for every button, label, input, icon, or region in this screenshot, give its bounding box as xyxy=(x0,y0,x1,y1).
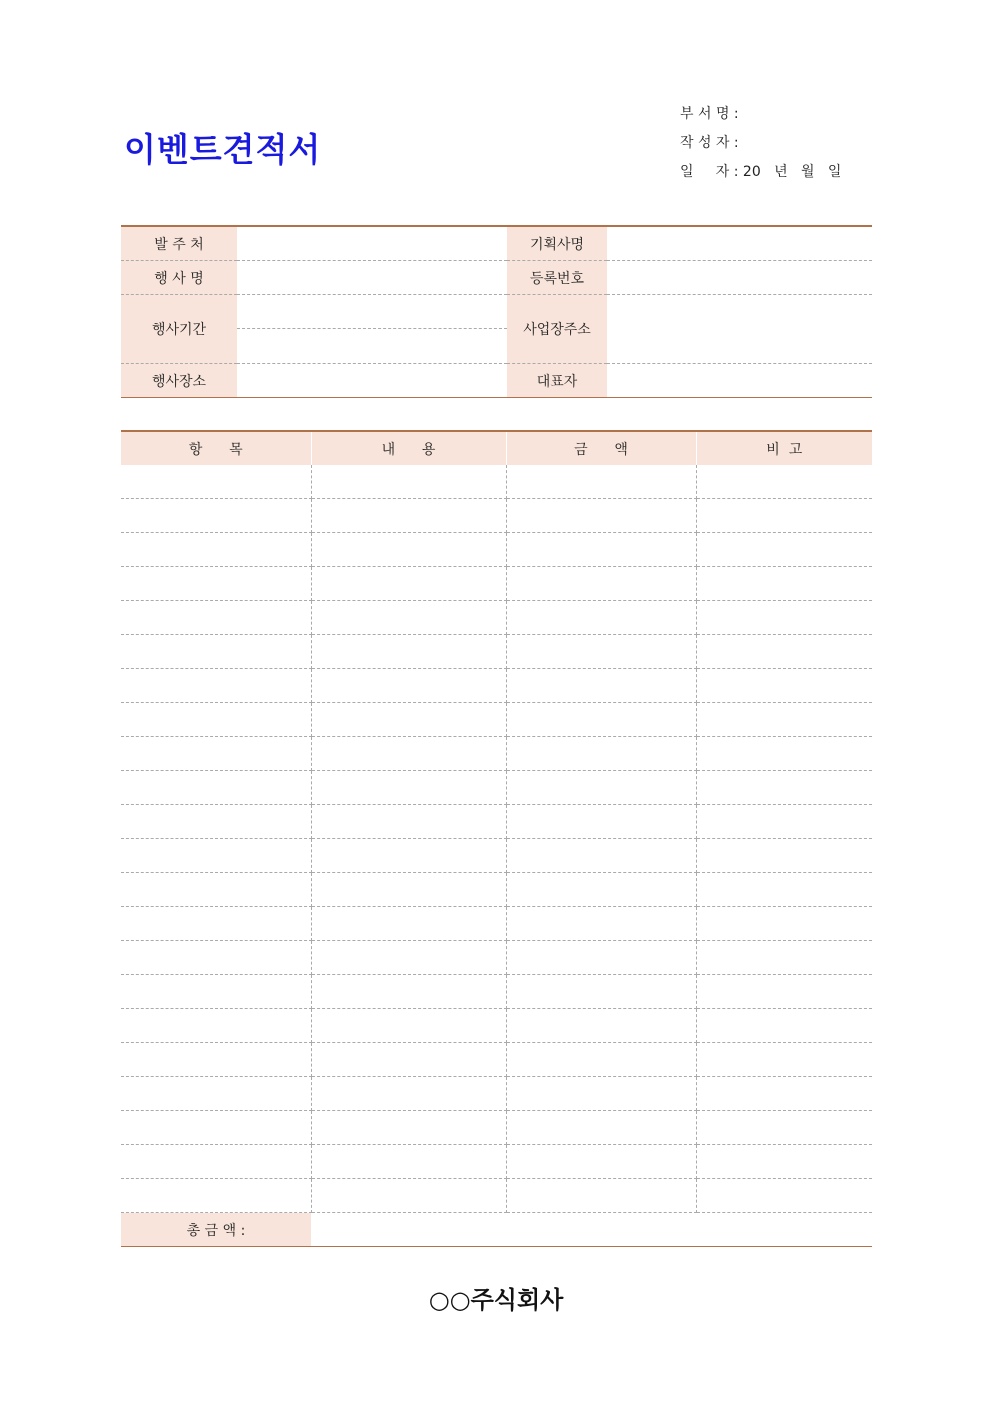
table-row xyxy=(121,771,872,805)
items-header-row xyxy=(121,431,872,465)
remark-cell[interactable] xyxy=(696,1111,872,1145)
total-row xyxy=(121,1213,872,1247)
remark-cell[interactable] xyxy=(696,975,872,1009)
table-row xyxy=(121,975,872,1009)
table-row xyxy=(121,499,872,533)
address-value[interactable] xyxy=(607,295,872,364)
item-cell[interactable] xyxy=(121,601,311,635)
amount-cell[interactable] xyxy=(506,635,696,669)
remark-cell[interactable] xyxy=(696,1179,872,1213)
orderer-label: 발 주 처 xyxy=(121,226,237,261)
item-cell[interactable] xyxy=(121,499,311,533)
representative-value[interactable] xyxy=(607,364,872,398)
amount-cell[interactable] xyxy=(506,805,696,839)
event-name-value[interactable] xyxy=(237,261,507,295)
item-cell[interactable] xyxy=(121,771,311,805)
remark-cell[interactable] xyxy=(696,805,872,839)
amount-cell[interactable] xyxy=(506,1077,696,1111)
remark-cell[interactable] xyxy=(696,601,872,635)
table-row xyxy=(121,839,872,873)
remark-cell[interactable] xyxy=(696,465,872,499)
item-cell[interactable] xyxy=(121,941,311,975)
content-cell[interactable] xyxy=(311,941,506,975)
item-cell[interactable] xyxy=(121,1077,311,1111)
item-cell[interactable] xyxy=(121,873,311,907)
item-cell[interactable] xyxy=(121,1043,311,1077)
amount-cell[interactable] xyxy=(506,907,696,941)
remark-cell[interactable] xyxy=(696,703,872,737)
content-cell[interactable] xyxy=(311,669,506,703)
content-cell[interactable] xyxy=(311,1179,506,1213)
remark-cell[interactable] xyxy=(696,533,872,567)
orderer-value[interactable] xyxy=(237,226,507,261)
table-row xyxy=(121,703,872,737)
period-value[interactable] xyxy=(237,295,507,364)
planner-value[interactable] xyxy=(607,226,872,261)
amount-cell[interactable] xyxy=(506,1009,696,1043)
remark-cell[interactable] xyxy=(696,1043,872,1077)
amount-cell[interactable] xyxy=(506,1111,696,1145)
item-cell[interactable] xyxy=(121,703,311,737)
amount-cell[interactable] xyxy=(506,737,696,771)
department-field: 부 서 명 : xyxy=(680,106,739,122)
remark-cell[interactable] xyxy=(696,669,872,703)
header-remark: 비 고 xyxy=(696,431,872,465)
document-meta xyxy=(680,104,841,191)
table-row xyxy=(121,941,872,975)
document-title: 이벤트견적서 xyxy=(124,130,322,169)
content-cell[interactable] xyxy=(311,703,506,737)
item-cell[interactable] xyxy=(121,737,311,771)
event-name-label: 행 사 명 xyxy=(121,261,237,295)
content-cell[interactable] xyxy=(311,601,506,635)
content-cell[interactable] xyxy=(311,533,506,567)
table-row xyxy=(121,1111,872,1145)
content-cell[interactable] xyxy=(311,839,506,873)
remark-cell[interactable] xyxy=(696,567,872,601)
author-field: 작 성 자 : xyxy=(680,135,739,151)
amount-cell[interactable] xyxy=(506,601,696,635)
table-row xyxy=(121,669,872,703)
item-cell[interactable] xyxy=(121,567,311,601)
representative-label: 대표자 xyxy=(507,364,607,398)
date-field: 일 자 : 20 년 월 일 xyxy=(680,164,842,180)
amount-cell[interactable] xyxy=(506,669,696,703)
remark-cell[interactable] xyxy=(696,737,872,771)
content-cell[interactable] xyxy=(311,873,506,907)
table-row xyxy=(121,465,872,499)
table-row xyxy=(121,1043,872,1077)
content-cell[interactable] xyxy=(311,499,506,533)
total-value[interactable] xyxy=(311,1213,872,1247)
amount-cell[interactable] xyxy=(506,771,696,805)
remark-cell[interactable] xyxy=(696,499,872,533)
content-cell[interactable] xyxy=(311,975,506,1009)
content-cell[interactable] xyxy=(311,907,506,941)
planner-label: 기획사명 xyxy=(507,226,607,261)
item-cell[interactable] xyxy=(121,465,311,499)
items-table xyxy=(121,430,872,1247)
address-label: 사업장주소 xyxy=(507,295,607,364)
info-table xyxy=(121,225,872,398)
table-row xyxy=(121,567,872,601)
remark-cell[interactable] xyxy=(696,1009,872,1043)
item-cell[interactable] xyxy=(121,635,311,669)
item-cell[interactable] xyxy=(121,839,311,873)
table-row xyxy=(121,907,872,941)
content-cell[interactable] xyxy=(311,771,506,805)
table-row xyxy=(121,1179,872,1213)
content-cell[interactable] xyxy=(311,1077,506,1111)
header-item: 항 목 xyxy=(121,431,311,465)
content-cell[interactable] xyxy=(311,567,506,601)
table-row xyxy=(121,1145,872,1179)
header-amount: 금 액 xyxy=(506,431,696,465)
amount-cell[interactable] xyxy=(506,975,696,1009)
item-cell[interactable] xyxy=(121,805,311,839)
content-cell[interactable] xyxy=(311,1043,506,1077)
amount-cell[interactable] xyxy=(506,703,696,737)
content-cell[interactable] xyxy=(311,635,506,669)
remark-cell[interactable] xyxy=(696,1077,872,1111)
remark-cell[interactable] xyxy=(696,1145,872,1179)
item-cell[interactable] xyxy=(121,975,311,1009)
item-cell[interactable] xyxy=(121,533,311,567)
reg-no-value[interactable] xyxy=(607,261,872,295)
venue-label: 행사장소 xyxy=(121,364,237,398)
content-cell[interactable] xyxy=(311,1111,506,1145)
table-row xyxy=(121,533,872,567)
table-row xyxy=(121,1009,872,1043)
period-label: 행사기간 xyxy=(121,295,237,364)
remark-cell[interactable] xyxy=(696,873,872,907)
amount-cell[interactable] xyxy=(506,1179,696,1213)
amount-cell[interactable] xyxy=(506,941,696,975)
remark-cell[interactable] xyxy=(696,839,872,873)
item-cell[interactable] xyxy=(121,907,311,941)
amount-cell[interactable] xyxy=(506,1043,696,1077)
remark-cell[interactable] xyxy=(696,635,872,669)
total-label: 총 금 액 : xyxy=(121,1213,311,1247)
amount-cell[interactable] xyxy=(506,465,696,499)
item-cell[interactable] xyxy=(121,669,311,703)
amount-cell[interactable] xyxy=(506,499,696,533)
content-cell[interactable] xyxy=(311,465,506,499)
table-row xyxy=(121,1077,872,1111)
table-row xyxy=(121,737,872,771)
content-cell[interactable] xyxy=(311,737,506,771)
amount-cell[interactable] xyxy=(506,839,696,873)
item-cell[interactable] xyxy=(121,1145,311,1179)
remark-cell[interactable] xyxy=(696,771,872,805)
amount-cell[interactable] xyxy=(506,567,696,601)
table-row xyxy=(121,635,872,669)
reg-no-label: 등록번호 xyxy=(507,261,607,295)
company-name: ○○주식회사 xyxy=(428,1286,564,1314)
table-row xyxy=(121,805,872,839)
table-row xyxy=(121,873,872,907)
item-cell[interactable] xyxy=(121,1179,311,1213)
amount-cell[interactable] xyxy=(506,1145,696,1179)
content-cell[interactable] xyxy=(311,805,506,839)
header-content: 내 용 xyxy=(311,431,506,465)
amount-cell[interactable] xyxy=(506,533,696,567)
remark-cell[interactable] xyxy=(696,907,872,941)
item-cell[interactable] xyxy=(121,1111,311,1145)
content-cell[interactable] xyxy=(311,1145,506,1179)
amount-cell[interactable] xyxy=(506,873,696,907)
table-row xyxy=(121,601,872,635)
venue-value[interactable] xyxy=(237,364,507,398)
remark-cell[interactable] xyxy=(696,941,872,975)
item-cell[interactable] xyxy=(121,1009,311,1043)
content-cell[interactable] xyxy=(311,1009,506,1043)
